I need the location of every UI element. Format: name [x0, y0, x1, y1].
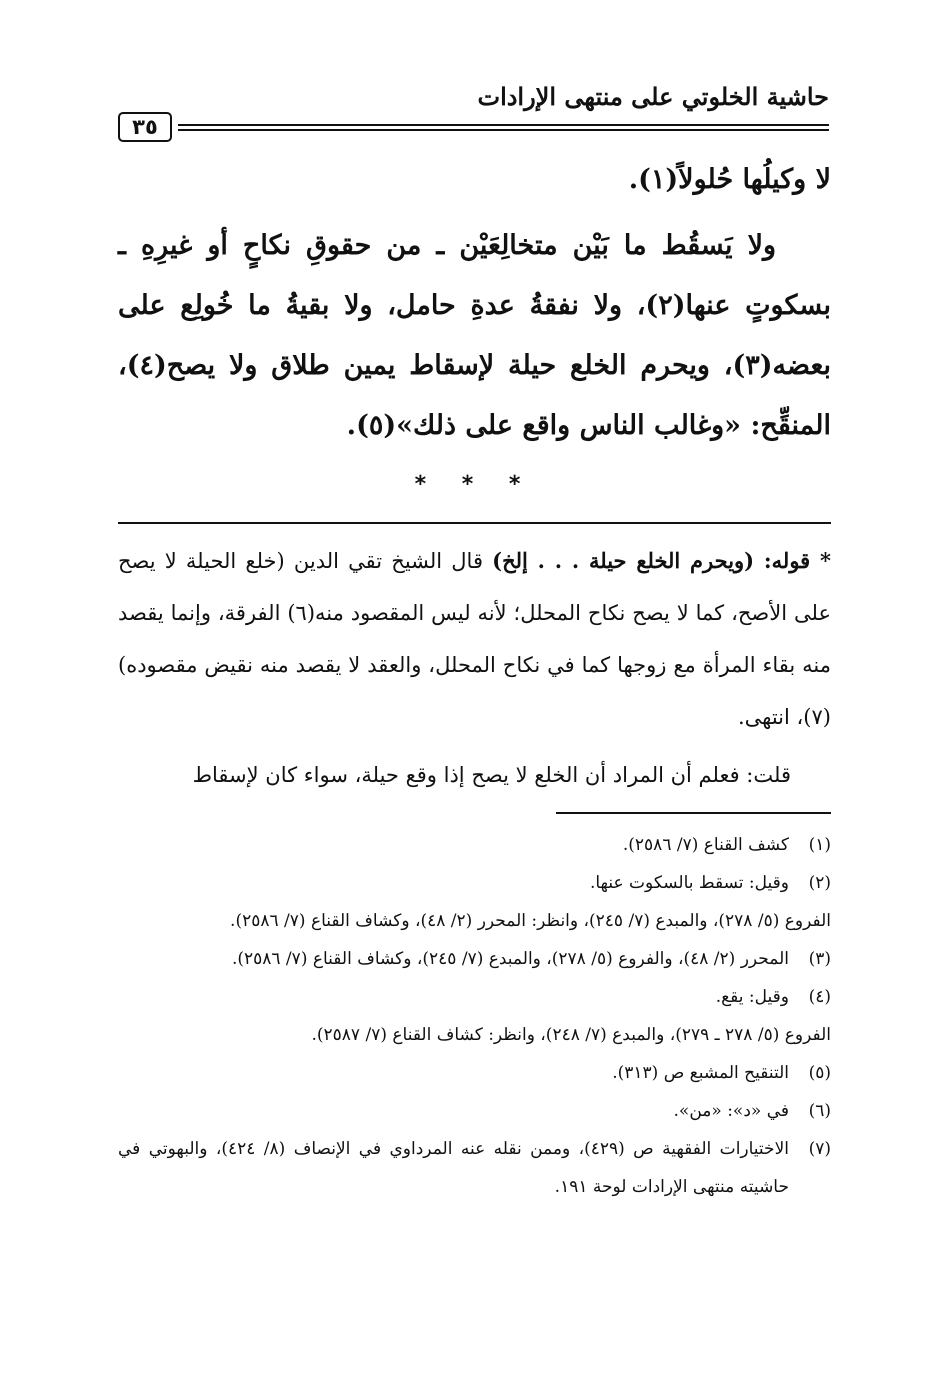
footnote-number: (٧) — [808, 1139, 831, 1159]
footnote-text: في «د»: «من». — [673, 1101, 789, 1121]
footnote-3 — [118, 940, 831, 978]
footnote-number: (٤) — [808, 987, 831, 1007]
footnote-text: التنقيح المشبع ص (٣١٣). — [612, 1063, 789, 1083]
commentary-body: قال الشيخ تقي الدين (خلع الحيلة لا يصح على الأصح، كما لا يصح نكاح المحلل؛ لأنه ليس المقصود منه(٦) الفرقة، وإنما يقصد منه بقاء المرأة مع زوجها كما في نكاح المحلل، والعقد لا يقصد منه نقيض مقصوده)(٧)، انتهى. — [118, 549, 831, 729]
footnotes — [118, 826, 831, 1206]
header-double-rule — [178, 124, 829, 131]
footnote-rule — [556, 812, 831, 814]
footnote-text: وقيل: تسقط بالسكوت عنها. — [589, 873, 789, 893]
footnote-2 — [118, 864, 831, 902]
commentary-paragraph-2: قلت: فعلم أن المراد أن الخلع لا يصح إذا وقع حيلة، سواء كان لإسقاط — [192, 763, 791, 787]
main-line-1: لا وكيلُها حُلولاً(١). — [628, 164, 831, 195]
footnote-2-continuation: الفروع (٥/ ٢٧٨)، والمبدع (٧/ ٢٤٥)، وانظر: المحرر (٢/ ٤٨)، وكشاف القناع (٧/ ٢٥٨٦). — [230, 911, 831, 931]
page-number: ٣٥ — [118, 112, 172, 142]
main-paragraph: ولا يَسقُط ما بَيْن متخالِعَيْن ـ من حقوقِ نكاحٍ أو غيرِهِ ـ بسكوتٍ عنها(٢)، ولا نفقةُ عدةِ حامل، ولا بقيةُ ما خُولِع على بعضه(٣)، ويحرم الخلع حيلة لإسقاط يمين طلاق ولا يصح(٤)، المنقِّح: «وغالب الناس واقع على ذلك»(٥). — [118, 230, 831, 441]
running-header-title: حاشية الخلوتي على منتهى الإرادات — [477, 82, 829, 111]
footnote-number: (٢) — [808, 873, 831, 893]
footnote-text: المحرر (٢/ ٤٨)، والفروع (٥/ ٢٧٨)، والمبدع (٧/ ٢٤٥)، وكشاف القناع (٧/ ٢٥٨٦). — [231, 949, 789, 969]
footnote-text: وقيل: يقع. — [715, 987, 789, 1007]
section-separator: * * * — [414, 472, 535, 497]
footnote-5 — [118, 1054, 831, 1092]
commentary-paragraph-1 — [118, 535, 831, 743]
footnote-4 — [118, 978, 831, 1016]
footnote-number: (٣) — [808, 949, 831, 969]
commentary-lead: * قوله: (ويحرم الخلع حيلة . . . إلخ) — [492, 548, 831, 573]
commentary — [118, 535, 831, 801]
footnote-4-continuation: الفروع (٥/ ٢٧٨ ـ ٢٧٩)، والمبدع (٧/ ٢٤٨)، وانظر: كشاف القناع (٧/ ٢٥٨٧). — [311, 1025, 831, 1045]
footnote-1 — [118, 826, 831, 864]
section-rule — [118, 522, 831, 524]
footnote-6 — [118, 1092, 831, 1130]
footnote-number: (١) — [808, 835, 831, 855]
footnote-number: (٥) — [808, 1063, 831, 1083]
footnote-number: (٦) — [808, 1101, 831, 1121]
footnote-7 — [118, 1130, 831, 1206]
footnote-text: الاختيارات الفقهية ص (٤٢٩)، وممن نقله عنه المرداوي في الإنصاف (٨/ ٤٢٤)، والبهوتي في حاشيته منتهى الإرادات لوحة ١٩١. — [118, 1139, 789, 1197]
main-text — [118, 150, 831, 456]
footnote-text: كشف القناع (٧/ ٢٥٨٦). — [622, 835, 789, 855]
